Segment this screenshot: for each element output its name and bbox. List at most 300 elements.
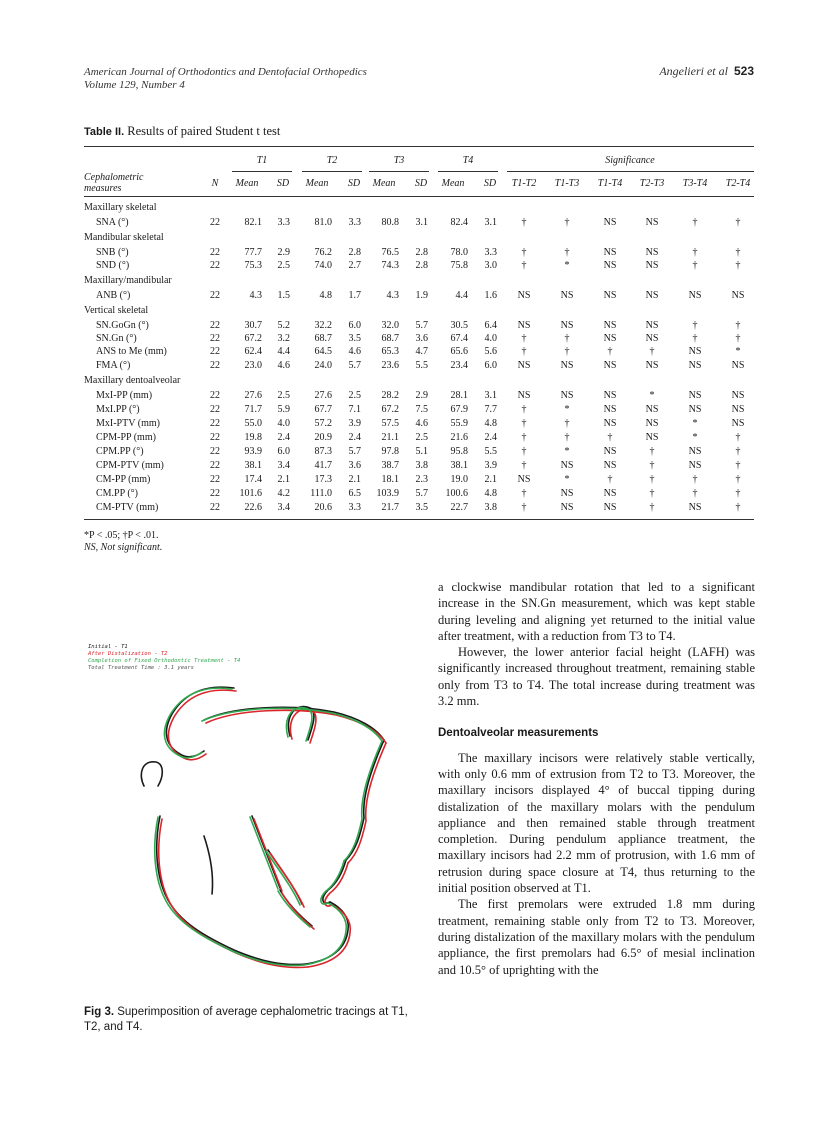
table-title bbox=[84, 124, 280, 139]
cell-significance: † bbox=[521, 460, 527, 471]
cell-significance: † bbox=[692, 217, 698, 228]
cell-mean: 21.1 bbox=[381, 432, 399, 443]
cell-mean: 80.8 bbox=[381, 217, 399, 228]
cell-sd: 5.7 bbox=[415, 488, 428, 499]
group-underline-1 bbox=[232, 171, 292, 172]
col-header-measures-2: measures bbox=[84, 183, 122, 194]
cell-n: 22 bbox=[210, 474, 220, 485]
running-header bbox=[84, 66, 367, 92]
cell-mean: 101.6 bbox=[239, 488, 262, 499]
col-header-group-2: T2 bbox=[326, 155, 338, 166]
row-group-label: Maxillary dentoalveolar bbox=[84, 375, 181, 386]
col-header-mean-2: Mean bbox=[305, 178, 329, 189]
row-label: FMA (°) bbox=[96, 360, 131, 371]
legend-t1: Initial - T1 bbox=[88, 644, 128, 650]
cell-sd: 3.9 bbox=[348, 418, 361, 429]
cell-sd: 6.5 bbox=[348, 488, 361, 499]
cell-significance: † bbox=[692, 260, 698, 271]
cell-mean: 76.5 bbox=[381, 247, 399, 258]
cell-n: 22 bbox=[210, 502, 220, 513]
cell-mean: 65.6 bbox=[450, 346, 468, 357]
cell-mean: 82.4 bbox=[450, 217, 468, 228]
group-underline-4 bbox=[438, 171, 498, 172]
cell-sd: 4.8 bbox=[484, 418, 497, 429]
cell-n: 22 bbox=[210, 390, 220, 401]
cell-mean: 24.0 bbox=[314, 360, 332, 371]
cell-significance: † bbox=[521, 346, 527, 357]
cell-n: 22 bbox=[210, 346, 220, 357]
cell-mean: 74.3 bbox=[381, 260, 399, 271]
paragraph-4: The first premolars were extruded 1.8 mm during treatment, remaining stable only from T2 to T3. Moreover, during distalization of the maxillary molars with the pendulum appliance, the first premolars had 6.5° of mesial inclination and 10.5° of uprighting with the bbox=[438, 897, 755, 977]
row-label: SND (°) bbox=[96, 260, 130, 271]
cell-n: 22 bbox=[210, 460, 220, 471]
cell-sd: 3.8 bbox=[415, 460, 428, 471]
cell-significance: NS bbox=[517, 360, 531, 371]
cell-mean: 75.8 bbox=[450, 260, 468, 271]
journal-volume: Volume 129, Number 4 bbox=[84, 79, 185, 91]
cell-n: 22 bbox=[210, 360, 220, 371]
table-footnotes bbox=[84, 530, 162, 554]
col-header-sig-5: T3-T4 bbox=[682, 178, 708, 189]
figure-label: Fig 3. bbox=[84, 1006, 115, 1018]
cell-sd: 6.0 bbox=[277, 446, 290, 457]
cell-mean: 17.3 bbox=[314, 474, 332, 485]
section-heading: Dentoalveolar measurements bbox=[438, 727, 599, 740]
cell-sd: 3.2 bbox=[277, 333, 290, 344]
cell-mean: 21.6 bbox=[450, 432, 468, 443]
cell-sd: 1.7 bbox=[348, 290, 361, 301]
cell-mean: 30.5 bbox=[450, 320, 468, 331]
cell-sd: 5.2 bbox=[277, 320, 290, 331]
cell-significance: † bbox=[649, 474, 655, 485]
cell-significance: † bbox=[521, 432, 527, 443]
cell-sd: 2.9 bbox=[277, 247, 290, 258]
cell-n: 22 bbox=[210, 432, 220, 443]
col-header-group-1: T1 bbox=[256, 155, 268, 166]
cell-significance: † bbox=[735, 502, 741, 513]
row-label: CM-PTV (mm) bbox=[96, 502, 159, 513]
table-header-rule bbox=[84, 196, 754, 197]
cell-sd: 2.8 bbox=[415, 260, 428, 271]
cell-mean: 27.6 bbox=[244, 390, 262, 401]
row-group-label: Maxillary skeletal bbox=[84, 202, 157, 213]
cell-sd: 5.9 bbox=[277, 404, 290, 415]
cell-significance: NS bbox=[731, 290, 745, 301]
cell-mean: 28.2 bbox=[381, 390, 399, 401]
cell-significance: † bbox=[692, 320, 698, 331]
cell-significance: † bbox=[735, 446, 741, 457]
cell-mean: 17.4 bbox=[244, 474, 262, 485]
cell-significance: † bbox=[607, 474, 613, 485]
row-label: SNB (°) bbox=[96, 247, 129, 258]
cell-sd: 4.6 bbox=[415, 418, 428, 429]
paragraph-2: However, the lower anterior facial height (LAFH) was significantly increased throughout treatment, remaining stable only from T3 to T4. The total increase during treatment was 3.2 mm. bbox=[438, 645, 755, 709]
cell-significance: NS bbox=[731, 360, 745, 371]
row-group-label: Vertical skeletal bbox=[84, 305, 149, 316]
cell-significance: † bbox=[521, 247, 527, 258]
cell-significance: † bbox=[692, 247, 698, 258]
cell-significance: † bbox=[649, 488, 655, 499]
row-label: ANS to Me (mm) bbox=[96, 346, 167, 357]
cell-sd: 4.2 bbox=[277, 488, 290, 499]
cell-significance: NS bbox=[603, 404, 617, 415]
cell-significance: † bbox=[564, 432, 570, 443]
cell-significance: † bbox=[521, 418, 527, 429]
cephalometric-tracing bbox=[84, 636, 406, 986]
authors: Angelieri et al bbox=[659, 64, 728, 78]
cell-significance: NS bbox=[603, 320, 617, 331]
journal-name: American Journal of Orthodontics and Dentofacial Orthopedics bbox=[84, 66, 367, 78]
cell-mean: 95.8 bbox=[450, 446, 468, 457]
cell-significance: NS bbox=[688, 390, 702, 401]
col-header-sd-4: SD bbox=[483, 178, 497, 189]
cell-significance: NS bbox=[603, 418, 617, 429]
cell-n: 22 bbox=[210, 404, 220, 415]
tracing-t2 bbox=[159, 690, 386, 967]
cell-significance: † bbox=[735, 260, 741, 271]
cell-significance: * bbox=[692, 432, 698, 443]
row-label: SNA (°) bbox=[96, 217, 129, 228]
cell-mean: 23.4 bbox=[450, 360, 468, 371]
cell-n: 22 bbox=[210, 247, 220, 258]
cell-sd: 2.5 bbox=[277, 390, 290, 401]
cell-significance: † bbox=[735, 247, 741, 258]
page-number: 523 bbox=[733, 64, 754, 78]
cell-sd: 3.1 bbox=[484, 390, 497, 401]
cell-significance: * bbox=[564, 446, 570, 457]
cell-significance: NS bbox=[560, 360, 574, 371]
cell-mean: 20.6 bbox=[314, 502, 332, 513]
cell-n: 22 bbox=[210, 320, 220, 331]
cell-sd: 5.6 bbox=[484, 346, 497, 357]
cell-sd: 7.7 bbox=[484, 404, 497, 415]
cell-mean: 38.7 bbox=[381, 460, 399, 471]
cell-n: 22 bbox=[210, 260, 220, 271]
cell-mean: 4.8 bbox=[319, 290, 332, 301]
cell-mean: 32.2 bbox=[314, 320, 332, 331]
cell-mean: 68.7 bbox=[314, 333, 332, 344]
row-label: CPM-PP (mm) bbox=[96, 432, 156, 443]
cell-mean: 81.0 bbox=[314, 217, 332, 228]
cell-significance: NS bbox=[517, 320, 531, 331]
cell-significance: NS bbox=[603, 217, 617, 228]
cell-significance: * bbox=[564, 260, 570, 271]
cell-significance: NS bbox=[688, 290, 702, 301]
cell-significance: NS bbox=[603, 290, 617, 301]
cell-significance: * bbox=[564, 404, 570, 415]
cell-sd: 4.6 bbox=[348, 346, 361, 357]
row-label: CPM.PP (°) bbox=[96, 446, 144, 457]
col-header-sd-2: SD bbox=[347, 178, 361, 189]
col-header-sig-3: T1-T4 bbox=[597, 178, 623, 189]
cell-sd: 7.5 bbox=[415, 404, 428, 415]
cell-mean: 28.1 bbox=[450, 390, 468, 401]
cell-mean: 23.6 bbox=[381, 360, 399, 371]
cell-significance: NS bbox=[731, 390, 745, 401]
cell-sd: 2.1 bbox=[348, 474, 361, 485]
col-header-mean-3: Mean bbox=[372, 178, 396, 189]
cell-sd: 4.8 bbox=[484, 488, 497, 499]
cell-significance: NS bbox=[645, 333, 659, 344]
cell-significance: NS bbox=[645, 320, 659, 331]
cell-n: 22 bbox=[210, 290, 220, 301]
cell-sd: 1.5 bbox=[277, 290, 290, 301]
cell-significance: † bbox=[564, 346, 570, 357]
table-label: Table II. bbox=[84, 126, 125, 138]
cell-significance: NS bbox=[688, 346, 702, 357]
col-header-sd-1: SD bbox=[276, 178, 290, 189]
cell-mean: 38.1 bbox=[244, 460, 262, 471]
figure-caption-text: Superimposition of average cephalometric tracings at T1, T2, and T4. bbox=[84, 1006, 408, 1033]
col-header-measures: Cephalometric bbox=[84, 172, 144, 183]
cell-significance: † bbox=[521, 404, 527, 415]
cell-significance: NS bbox=[688, 460, 702, 471]
cell-mean: 4.3 bbox=[249, 290, 262, 301]
cell-mean: 22.6 bbox=[244, 502, 262, 513]
cell-significance: † bbox=[564, 247, 570, 258]
cell-significance: NS bbox=[688, 502, 702, 513]
cell-significance: † bbox=[735, 488, 741, 499]
cell-mean: 41.7 bbox=[314, 460, 332, 471]
cell-mean: 57.2 bbox=[314, 418, 332, 429]
cell-significance: * bbox=[564, 474, 570, 485]
cell-significance: † bbox=[735, 333, 741, 344]
cell-significance: † bbox=[564, 418, 570, 429]
cell-significance: † bbox=[649, 460, 655, 471]
cell-sd: 3.3 bbox=[348, 217, 361, 228]
cell-sd: 1.9 bbox=[415, 290, 428, 301]
cell-significance: NS bbox=[603, 360, 617, 371]
cell-mean: 19.8 bbox=[244, 432, 262, 443]
cell-significance: NS bbox=[731, 404, 745, 415]
cell-sd: 3.4 bbox=[277, 502, 290, 513]
cell-significance: * bbox=[735, 346, 741, 357]
table-title-text: Results of paired Student t test bbox=[127, 124, 281, 138]
col-header-sig-1: T1-T2 bbox=[511, 178, 537, 189]
cell-sd: 2.9 bbox=[415, 390, 428, 401]
row-label: SN.GoGn (°) bbox=[96, 320, 149, 331]
cell-significance: † bbox=[735, 460, 741, 471]
cell-significance: NS bbox=[560, 290, 574, 301]
cell-sd: 2.5 bbox=[415, 432, 428, 443]
cell-significance: † bbox=[607, 346, 613, 357]
cell-mean: 20.9 bbox=[314, 432, 332, 443]
row-label: CM-PP (mm) bbox=[96, 474, 151, 485]
row-group-label: Mandibular skeletal bbox=[84, 232, 164, 243]
cell-sd: 2.5 bbox=[348, 390, 361, 401]
cell-sd: 4.0 bbox=[484, 333, 497, 344]
cell-significance: † bbox=[521, 488, 527, 499]
cell-significance: NS bbox=[603, 502, 617, 513]
cell-sd: 5.5 bbox=[415, 360, 428, 371]
cell-significance: * bbox=[649, 390, 655, 401]
cell-significance: † bbox=[649, 446, 655, 457]
cell-mean: 75.3 bbox=[244, 260, 262, 271]
cell-significance: NS bbox=[645, 360, 659, 371]
cell-mean: 21.7 bbox=[381, 502, 399, 513]
cell-mean: 97.8 bbox=[381, 446, 399, 457]
cell-n: 22 bbox=[210, 333, 220, 344]
cell-significance: NS bbox=[731, 418, 745, 429]
row-label: CPM-PTV (mm) bbox=[96, 460, 164, 471]
cell-significance: NS bbox=[603, 488, 617, 499]
cell-significance: NS bbox=[603, 260, 617, 271]
cell-n: 22 bbox=[210, 418, 220, 429]
cell-significance: NS bbox=[560, 460, 574, 471]
cell-sd: 3.6 bbox=[348, 460, 361, 471]
cell-significance: NS bbox=[603, 460, 617, 471]
row-label: MxI-PP (mm) bbox=[96, 390, 153, 401]
table-bottom-rule bbox=[84, 519, 754, 520]
cell-mean: 4.3 bbox=[386, 290, 399, 301]
cell-significance: † bbox=[735, 432, 741, 443]
cell-mean: 65.3 bbox=[381, 346, 399, 357]
cell-sd: 6.0 bbox=[348, 320, 361, 331]
row-label: MxI.PP (°) bbox=[96, 404, 140, 415]
col-header-group-4: T4 bbox=[462, 155, 474, 166]
cell-n: 22 bbox=[210, 446, 220, 457]
cell-sd: 5.7 bbox=[415, 320, 428, 331]
cell-mean: 68.7 bbox=[381, 333, 399, 344]
col-header-sig-4: T2-T3 bbox=[639, 178, 665, 189]
cell-sd: 2.3 bbox=[415, 474, 428, 485]
cell-sd: 3.1 bbox=[415, 217, 428, 228]
cell-mean: 77.7 bbox=[244, 247, 262, 258]
cell-mean: 30.7 bbox=[244, 320, 262, 331]
cell-significance: NS bbox=[560, 488, 574, 499]
col-header-significance: Significance bbox=[605, 155, 655, 166]
cell-sd: 2.8 bbox=[415, 247, 428, 258]
cell-mean: 67.4 bbox=[450, 333, 468, 344]
cell-significance: NS bbox=[645, 290, 659, 301]
cell-significance: † bbox=[692, 488, 698, 499]
cell-sd: 3.4 bbox=[277, 460, 290, 471]
figure-image bbox=[84, 636, 406, 986]
cell-sd: 4.4 bbox=[277, 346, 290, 357]
cell-sd: 5.7 bbox=[348, 446, 361, 457]
cell-significance: NS bbox=[517, 290, 531, 301]
legend-t2: After Distalization - T2 bbox=[88, 651, 168, 657]
cell-sd: 3.3 bbox=[348, 502, 361, 513]
legend-time: Total Treatment Time : 3.1 years bbox=[88, 665, 194, 671]
body-text bbox=[438, 579, 755, 978]
footnote-significance: *P < .05; †P < .01. bbox=[84, 530, 159, 541]
cell-mean: 67.2 bbox=[381, 404, 399, 415]
cell-mean: 67.7 bbox=[314, 404, 332, 415]
cell-sd: 3.8 bbox=[484, 502, 497, 513]
cell-significance: † bbox=[521, 502, 527, 513]
cell-mean: 67.9 bbox=[450, 404, 468, 415]
cell-mean: 76.2 bbox=[314, 247, 332, 258]
paragraph-3: The maxillary incisors were relatively stable vertically, with only 0.6 mm of extrusion from T2 to T3. Moreover, the maxillary incisors displayed 4° of buccal tipping during distalization of the maxillary molars with the pendulum appliance and then remained stable through treatment completion. During pendulum appliance treatment, the maxillary incisors had 2.2 mm of protrusion, with 1.6 mm of retrusion during space closure at T4, thus returning to the initial position observed at T1. bbox=[438, 750, 755, 896]
cell-mean: 57.5 bbox=[381, 418, 399, 429]
cell-sd: 4.7 bbox=[415, 346, 428, 357]
cell-sd: 3.6 bbox=[415, 333, 428, 344]
cell-significance: † bbox=[521, 333, 527, 344]
cell-significance: NS bbox=[560, 320, 574, 331]
cell-sd: 3.0 bbox=[484, 260, 497, 271]
row-label: CM.PP (°) bbox=[96, 488, 138, 499]
col-header-sig-2: T1-T3 bbox=[554, 178, 580, 189]
col-header-sd-3: SD bbox=[414, 178, 428, 189]
cell-significance: NS bbox=[645, 217, 659, 228]
cell-mean: 32.0 bbox=[381, 320, 399, 331]
cell-significance: NS bbox=[560, 502, 574, 513]
cell-sd: 5.1 bbox=[415, 446, 428, 457]
cell-mean: 4.4 bbox=[455, 290, 468, 301]
significance-underline bbox=[507, 171, 754, 172]
cell-n: 22 bbox=[210, 217, 220, 228]
cell-mean: 67.2 bbox=[244, 333, 262, 344]
cell-sd: 1.6 bbox=[484, 290, 497, 301]
cell-mean: 82.1 bbox=[244, 217, 262, 228]
cell-sd: 2.4 bbox=[277, 432, 290, 443]
cell-significance: † bbox=[649, 502, 655, 513]
cell-mean: 23.0 bbox=[244, 360, 262, 371]
cell-mean: 19.0 bbox=[450, 474, 468, 485]
cell-sd: 3.3 bbox=[277, 217, 290, 228]
col-header-mean-1: Mean bbox=[235, 178, 259, 189]
cell-mean: 55.9 bbox=[450, 418, 468, 429]
cell-mean: 111.0 bbox=[310, 488, 332, 499]
cell-significance: † bbox=[521, 446, 527, 457]
footnote-ns: NS, Not significant. bbox=[84, 542, 163, 553]
legend-t4: Completion of Fixed Orthodontic Treatment - T4 bbox=[88, 658, 241, 664]
cell-significance: † bbox=[692, 333, 698, 344]
cell-significance: * bbox=[692, 418, 698, 429]
cell-significance: NS bbox=[645, 432, 659, 443]
col-header-group-3: T3 bbox=[393, 155, 405, 166]
cell-significance: † bbox=[735, 217, 741, 228]
cell-sd: 3.5 bbox=[415, 502, 428, 513]
cell-mean: 18.1 bbox=[381, 474, 399, 485]
cell-sd: 2.7 bbox=[348, 260, 361, 271]
row-label: ANB (°) bbox=[96, 290, 131, 301]
cell-sd: 3.5 bbox=[348, 333, 361, 344]
cell-mean: 22.7 bbox=[450, 502, 468, 513]
cell-sd: 3.1 bbox=[484, 217, 497, 228]
cell-significance: NS bbox=[688, 360, 702, 371]
cell-significance: † bbox=[649, 346, 655, 357]
cell-significance: NS bbox=[688, 404, 702, 415]
row-label: SN.Gn (°) bbox=[96, 333, 137, 344]
cell-significance: NS bbox=[517, 390, 531, 401]
col-header-n: N bbox=[211, 178, 219, 189]
col-header-mean-4: Mean bbox=[441, 178, 465, 189]
cell-significance: NS bbox=[645, 404, 659, 415]
cell-mean: 62.4 bbox=[244, 346, 262, 357]
cell-significance: NS bbox=[645, 260, 659, 271]
row-group-label: Maxillary/mandibular bbox=[84, 275, 172, 286]
cell-sd: 2.1 bbox=[484, 474, 497, 485]
cell-sd: 5.7 bbox=[348, 360, 361, 371]
cell-sd: 2.4 bbox=[484, 432, 497, 443]
figure-legend bbox=[88, 644, 240, 672]
cell-significance: † bbox=[564, 333, 570, 344]
cell-sd: 2.8 bbox=[348, 247, 361, 258]
page-header-right bbox=[659, 65, 754, 78]
cell-sd: 2.5 bbox=[277, 260, 290, 271]
cell-significance: † bbox=[692, 474, 698, 485]
cell-mean: 71.7 bbox=[244, 404, 262, 415]
cell-sd: 6.0 bbox=[484, 360, 497, 371]
cell-significance: NS bbox=[603, 446, 617, 457]
cell-mean: 64.5 bbox=[314, 346, 332, 357]
cell-sd: 3.9 bbox=[484, 460, 497, 471]
cell-mean: 103.9 bbox=[376, 488, 399, 499]
cell-sd: 4.0 bbox=[277, 418, 290, 429]
cell-sd: 2.1 bbox=[277, 474, 290, 485]
